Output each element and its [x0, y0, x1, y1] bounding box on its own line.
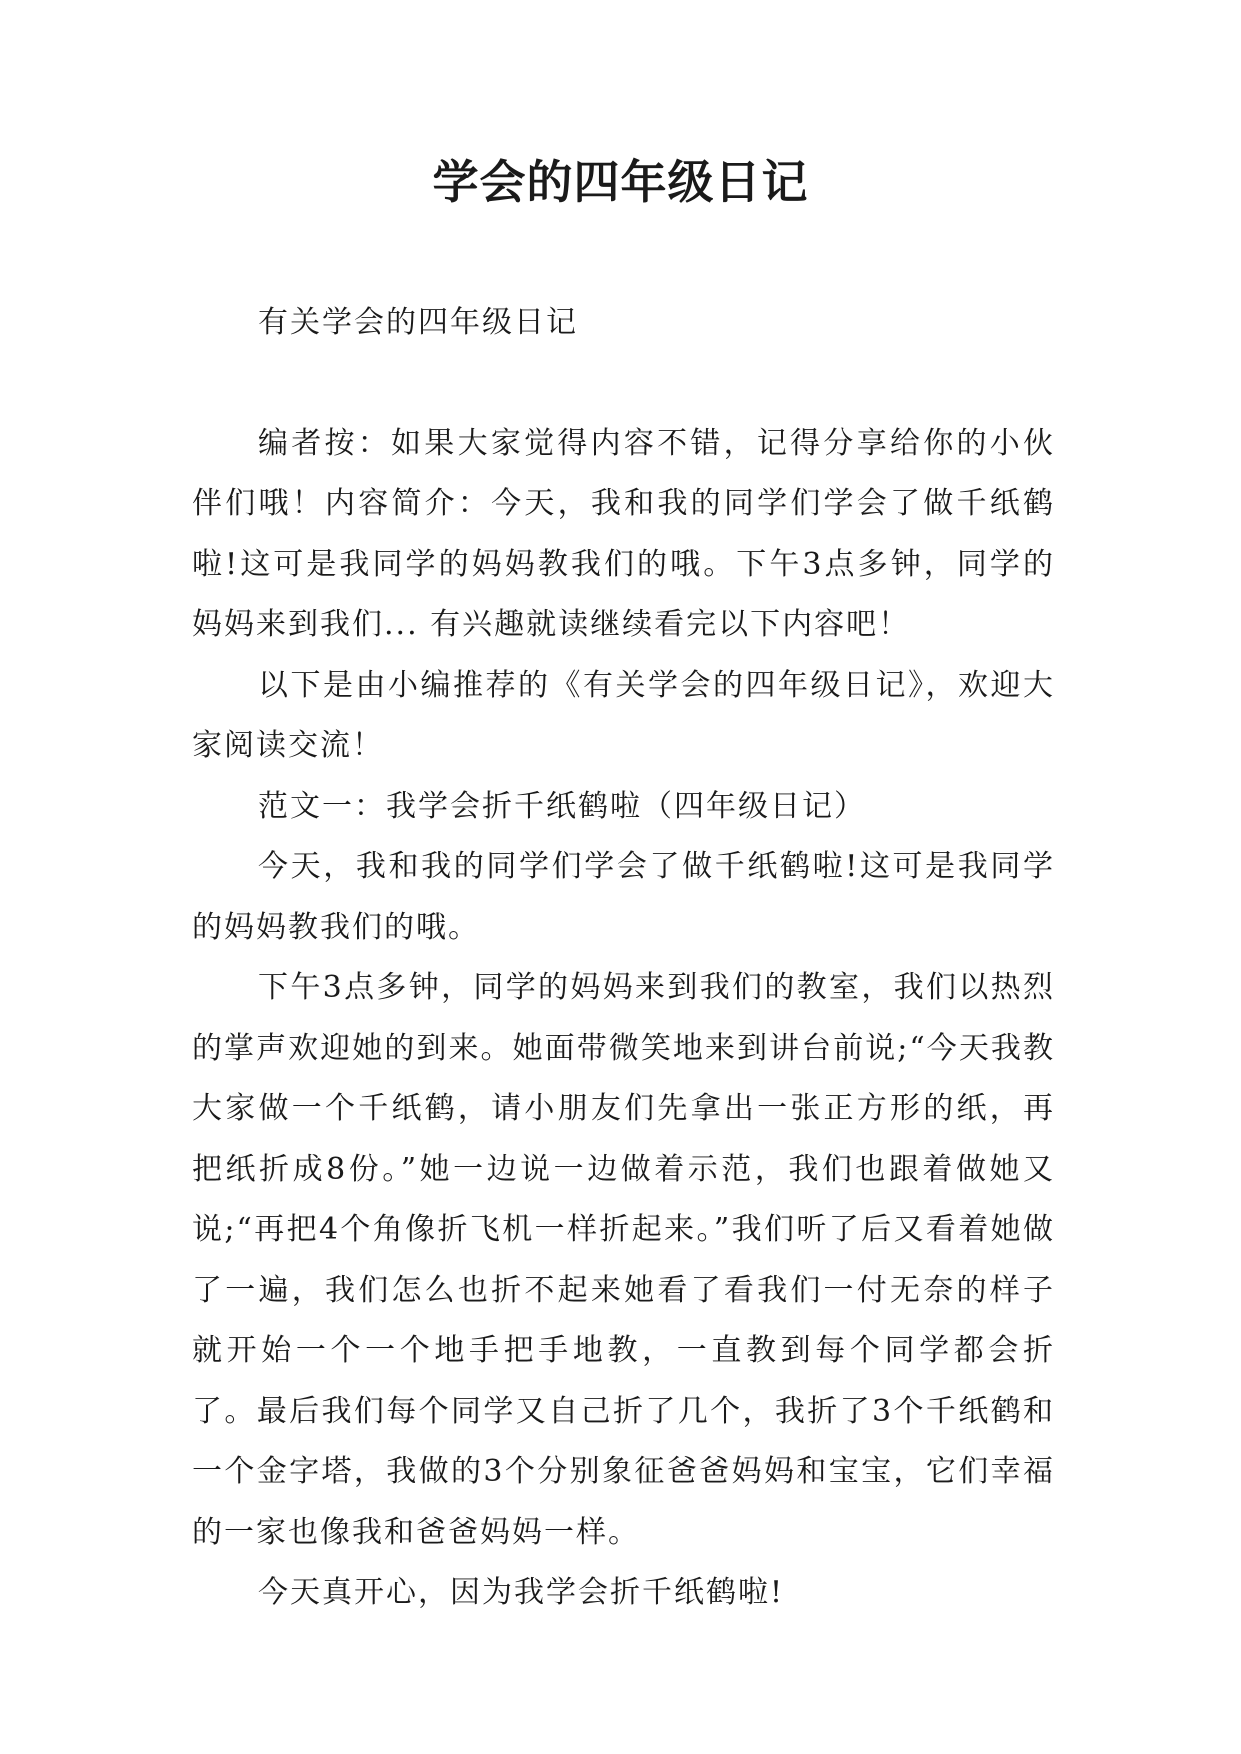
sample-heading: 范文一：我学会折千纸鹤啦（四年级日记）: [258, 788, 866, 824]
body-paragraph: 下午3点多钟，同学的妈妈来到我们的教室，我们以热烈的掌声欢迎她的到来。她面带微笑地来到讲台前说;“今天我教大家做一个千纸鹤，请小朋友们先拿出一张正方形的纸，再把纸折成8份。”她一边说一边做着示范，我们也跟着做她又说;“再把4个角像折飞机一样折起来。”我们听了后又看着她做了一遍，我们怎么也折不起来她看了看我们一付无奈的样子就开始一个一个地手把手地教，一直教到每个同学都会折了。最后我们每个同学又自己折了几个，我折了3个千纸鹤和一个金字塔，我做的3个分别象征爸爸妈妈和宝宝，它们幸福的一家也像我和爸爸妈妈一样。: [192, 970, 1055, 1550]
intro-paragraph: 以下是由小编推荐的《有关学会的四年级日记》，欢迎大家阅读交流！: [192, 667, 1055, 763]
document-subtitle: 有关学会的四年级日记: [258, 305, 578, 340]
document-body: [192, 293, 1055, 1624]
editor-note-paragraph: 编者按：如果大家觉得内容不错，记得分享给你的小伙伴们哦！内容简介：今天，我和我的同学们学会了做千纸鹤啦!这可是我同学的妈妈教我们的哦。下午3点多钟，同学的妈妈来到我们... 有兴趣就读继续看完以下内容吧！: [192, 425, 1055, 642]
body-paragraph: 今天，我和我的同学们学会了做千纸鹤啦!这可是我同学的妈妈教我们的哦。: [192, 849, 1055, 945]
closing-paragraph: 今天真开心，因为我学会折千纸鹤啦!: [258, 1575, 785, 1610]
document-title: 学会的四年级日记: [432, 155, 809, 209]
